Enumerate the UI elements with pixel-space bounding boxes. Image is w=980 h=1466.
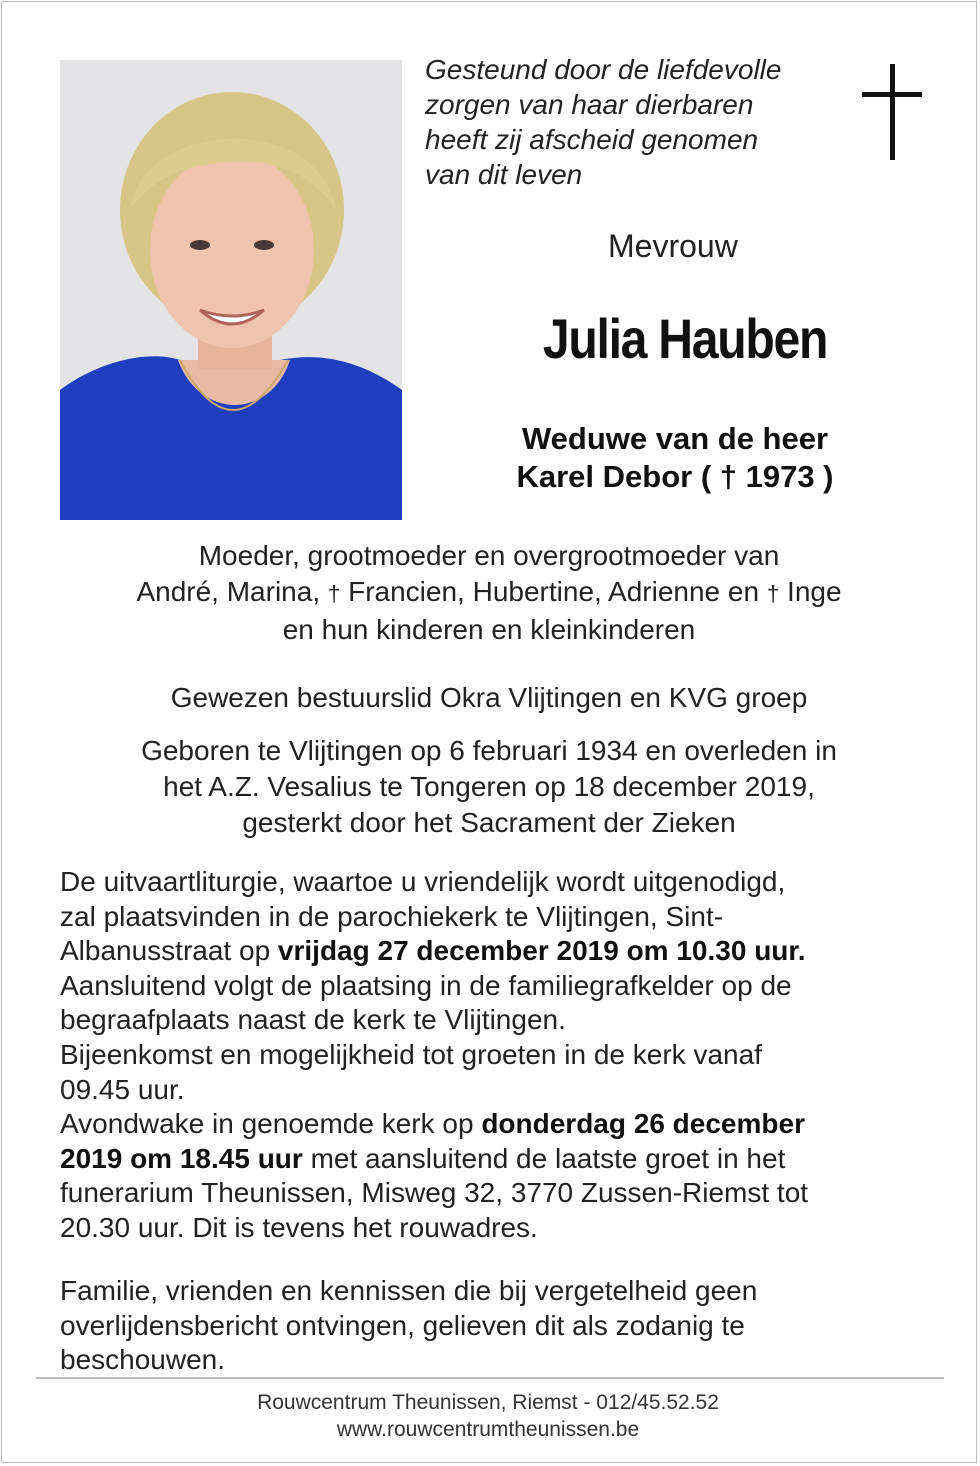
funeral-line: Aansluitend volgt de plaatsing in de familiegrafkelder op de xyxy=(60,969,792,1001)
board-member-line: Gewezen bestuurslid Okra Vlijtingen en KVG groep xyxy=(170,682,808,713)
intro-line: van dit leven xyxy=(425,159,583,190)
widow-line: Weduwe van de heer xyxy=(521,421,829,456)
funeral-text: Albanusstraat op xyxy=(60,935,278,967)
deceased-name: Julia Hauben xyxy=(542,307,828,370)
footer-website[interactable]: www.rouwcentrumtheunissen.be xyxy=(336,1418,640,1441)
funeral-line xyxy=(60,1142,930,1177)
salutation: Mevrouw xyxy=(608,228,738,264)
family-line: en hun kinderen en kleinkinderen xyxy=(282,614,696,645)
funeral-line: Bijeenkomst en mogelijkheid tot groeten in de kerk vanaf xyxy=(60,1038,762,1070)
vigil-time: 2019 om 18.45 uur xyxy=(60,1142,303,1174)
closing-block xyxy=(60,1274,930,1378)
closing-line: beschouwen. xyxy=(60,1344,226,1376)
intro-line: heeft zij afscheid genomen xyxy=(425,124,759,155)
closing-line: overlijdensbericht ontvingen, gelieven dit als zodanig te xyxy=(60,1309,745,1341)
intro-line: zorgen van haar dierbaren xyxy=(425,89,754,120)
footer-contact: Rouwcentrum Theunissen, Riemst - 012/45.52.52 xyxy=(257,1391,719,1414)
funeral-text: Avondwake in genoemde kerk op xyxy=(60,1108,482,1140)
intro-line: Gesteund door de liefdevolle xyxy=(425,54,782,85)
dagger-icon: † xyxy=(327,581,341,606)
birth-line: Geboren te Vlijtingen op 6 februari 1934 en overleden in xyxy=(141,735,837,766)
funeral-line: begraafplaats naast de kerk te Vlijtingen. xyxy=(60,1004,566,1036)
widow-info xyxy=(470,420,880,496)
family-children-b: Francien, Hubertine, Adrienne en xyxy=(340,576,767,607)
intro-text xyxy=(425,52,845,192)
funeral-line xyxy=(60,934,930,969)
vigil-date: donderdag 26 december xyxy=(481,1108,805,1140)
family-block xyxy=(60,538,918,648)
funeral-line: funerarium Theunissen, Misweg 32, 3770 Zussen-Riemst tot xyxy=(60,1177,809,1209)
funeral-line xyxy=(60,1107,930,1142)
funeral-block xyxy=(60,865,930,1246)
birth-death-block xyxy=(60,733,918,841)
funeral-line: 20.30 uur. Dit is tevens het rouwadres. xyxy=(60,1211,538,1243)
family-line xyxy=(60,574,918,612)
widow-line: Karel Debor ( † 1973 ) xyxy=(516,459,834,494)
funeral-date: vrijdag 27 december 2019 om 10.30 uur. xyxy=(277,935,806,967)
dagger-icon: † xyxy=(766,581,780,606)
birth-line: gesterkt door het Sacrament der Zieken xyxy=(242,807,736,838)
footer-divider xyxy=(36,1377,944,1379)
funeral-text: met aansluitend de laatste groet in het xyxy=(302,1142,786,1174)
birth-line: het A.Z. Vesalius te Tongeren op 18 december 2019, xyxy=(163,771,815,802)
portrait-photo xyxy=(60,60,402,520)
family-children-a: André, Marina, xyxy=(136,576,328,607)
family-children-c: Inge xyxy=(779,576,842,607)
funeral-line: zal plaatsvinden in de parochiekerk te Vlijtingen, Sint- xyxy=(60,900,724,932)
cross-icon xyxy=(862,64,922,160)
family-line: Moeder, grootmoeder en overgrootmoeder van xyxy=(198,540,780,571)
funeral-line: De uitvaartliturgie, waartoe u vriendelijk wordt uitgenodigd, xyxy=(60,866,786,897)
closing-line: Familie, vrienden en kennissen die bij vergetelheid geen xyxy=(60,1275,758,1306)
funeral-line: 09.45 uur. xyxy=(60,1073,185,1105)
